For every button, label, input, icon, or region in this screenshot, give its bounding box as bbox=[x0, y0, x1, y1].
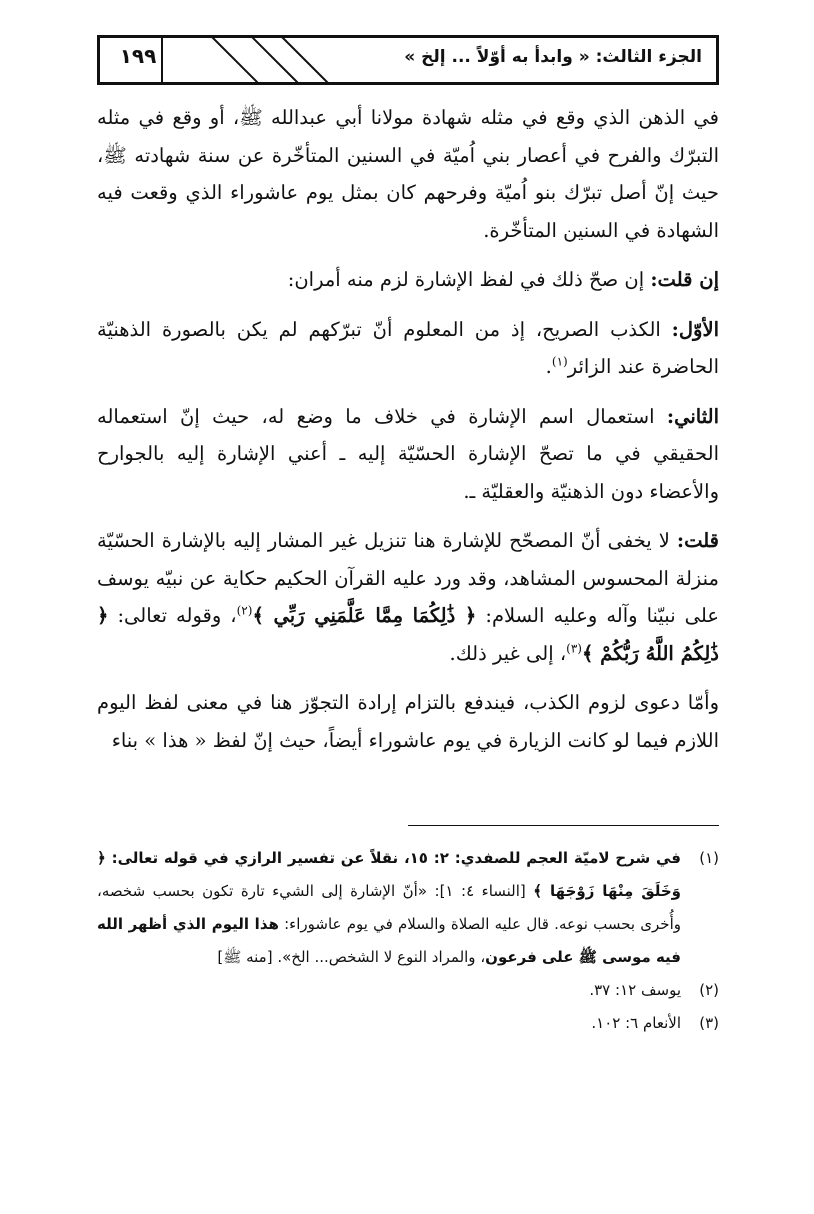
term-in-qulta: إن قلت: bbox=[650, 268, 719, 291]
footnotes bbox=[97, 842, 719, 1040]
paragraph-5 bbox=[97, 522, 719, 672]
footnote-1-text-b: ، والمراد النوع لا الشخص... الخ». [منه ﷺ] bbox=[217, 948, 486, 966]
footnote-number: (٢) bbox=[699, 981, 719, 999]
paragraph-3 bbox=[97, 311, 719, 386]
footnote-1-bold-a: في شرح لاميّة العجم للصفدي: ٢: ١٥، نقلاً عن تفسير الرازي في قوله تعالى: ﴿ وَخَلَقَ مِنْهَا زَوْجَهَا ﴾ bbox=[97, 849, 682, 900]
footnote-number: (٣) bbox=[699, 1014, 719, 1032]
footnote-text: الأنعام ٦: ١٠٢. bbox=[591, 1014, 681, 1032]
footnote-2 bbox=[97, 974, 719, 1007]
paragraph-6: وأمّا دعوى لزوم الكذب، فيندفع بالتزام إرادة التجوّز هنا في معنى لفظ اليوم اللازم فيما لو كانت الزيارة في يوم عاشوراء أيضاً، حيث إنّ لفظ « هذا » بناء bbox=[97, 691, 719, 752]
header-title: الجزء الثالث: « وابدأ به أوّلاً ... إلخ » bbox=[404, 47, 702, 67]
footnote-ref-1[interactable]: (١) bbox=[551, 354, 568, 369]
running-header bbox=[97, 35, 719, 85]
term-qultu: قلت: bbox=[676, 529, 719, 552]
footnote-1-bold-b: هذا اليوم الذي أظهر الله فيه موسى ﷺ على فرعون bbox=[97, 915, 681, 966]
paragraph-5-text-a: لا يخفى أنّ المصحّح للإشارة هنا تنزيل غير المشار إليه بالإشارة الحسّيّة منزلة المحسوس المشاهد، وقد ورد عليه القرآن الحكيم حكاية عن نبيّه يوسف على نبيّنا وآله وعليه السلام: bbox=[97, 529, 720, 627]
page-number: ١٩٩ bbox=[119, 44, 157, 68]
paragraph-4 bbox=[97, 398, 719, 511]
paragraph-2 bbox=[97, 261, 719, 299]
quran-quote-1: ﴿ ذَٰلِكُمَا مِمَّا عَلَّمَنِي رَبِّي ﴾ bbox=[252, 604, 477, 627]
paragraph-3-end: . bbox=[545, 355, 552, 378]
footnote-separator bbox=[408, 825, 719, 826]
footnote-1 bbox=[97, 842, 719, 974]
quran-quote-2: ﴿ ذَٰلِكُمُ اللَّهُ رَبُّكُمْ ﴾ bbox=[97, 604, 719, 665]
paragraph-5-text-b: ، وقوله تعالى: bbox=[108, 604, 237, 627]
header-ornament bbox=[160, 35, 350, 85]
term-second: الثاني: bbox=[666, 404, 719, 428]
main-text bbox=[97, 99, 719, 771]
paragraph-3-text: الكذب الصريح، إذ من المعلوم أنّ تبرّكهم لم يكن بالصورة الذهنيّة الحاضرة عند الزائر bbox=[97, 317, 719, 378]
footnote-number: (١) bbox=[699, 849, 719, 867]
footnote-ref-2[interactable]: (٢) bbox=[236, 603, 253, 618]
footnote-ref-3[interactable]: (٣) bbox=[566, 641, 582, 655]
paragraph-1: في الذهن الذي وقع في مثله شهادة مولانا أبي عبدالله ﷺ، أو وقع في مثله التبرّك والفرح في أعصار بني اُميّة في السنين المتأخّرة عن سنة شهادته ﷺ، حيث إنّ أصل تبرّك بنو اُميّة وفرحهم كان بمثل يوم عاشوراء الذي وقعت فيه الشهادة في السنين المتأخّرة. bbox=[97, 106, 719, 242]
footnote-3 bbox=[97, 1007, 719, 1040]
paragraph-5-text-c: ، إلى غير ذلك. bbox=[449, 641, 567, 665]
footnote-1-text-a: [النساء ٤: ١]: «أنّ الإشارة إلى الشيء تارة تكون بحسب شخصه، وأُخرى بحسب نوعه. قال عليه الصلاة والسلام في يوم عاشوراء: bbox=[97, 882, 681, 933]
paragraph-4-text: استعمال اسم الإشارة في خلاف ما وضع له، حيث إنّ استعماله الحقيقي في ما تصحّ الإشارة الحسّيّة إليه ـ أعني الإشارة إليه بالجوارح والأعضاء دون الذهنيّة والعقليّة ـ. bbox=[97, 404, 719, 503]
term-first: الأوّل: bbox=[671, 317, 719, 341]
footnote-text: يوسف ١٢: ٣٧. bbox=[589, 981, 681, 999]
footnote-text bbox=[97, 842, 681, 974]
paragraph-2-text: إن صحّ ذلك في لفظ الإشارة لزم منه أمران: bbox=[287, 268, 651, 291]
